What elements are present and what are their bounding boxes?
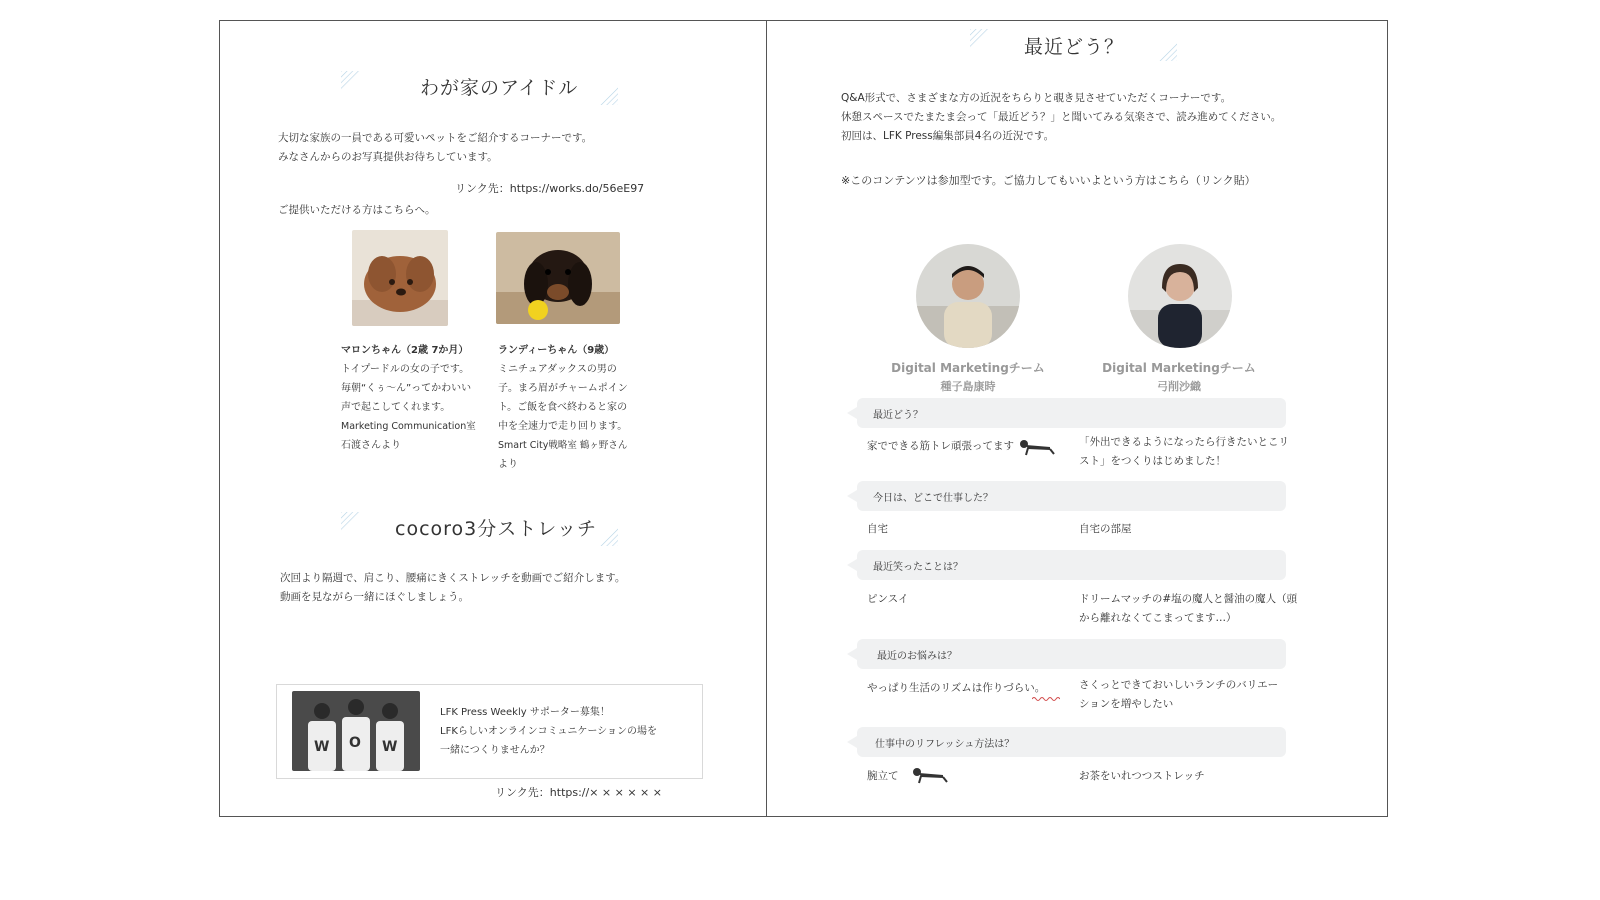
left-page <box>219 20 768 817</box>
question-bar <box>857 727 1286 757</box>
question-bar <box>857 639 1286 669</box>
question-notch <box>847 559 857 571</box>
pushup-icon <box>909 766 949 784</box>
recent-title: 最近どう？ <box>1024 36 1125 58</box>
answer-right-line: ドリームマッチの#塩の魔人と醤油の魔人（頭 <box>1079 593 1298 605</box>
hatch-decoration <box>970 29 990 49</box>
answer-right-line: さくっとできておいしいランチのバリエー <box>1079 679 1279 691</box>
question-bar <box>857 550 1286 580</box>
answer-right-line: から離れなくてこまってます…） <box>1079 612 1237 624</box>
pet-desc-line: ト。ご飯を食べ終わると家の <box>498 402 628 413</box>
pushup-icon <box>1016 438 1056 456</box>
stretch-title: cocoro3分ストレッチ <box>395 518 598 540</box>
supporter-photo <box>292 691 420 771</box>
pet-desc-line: トイプードルの女の子です。 <box>341 364 470 375</box>
idol-request: ご提供いただける方はこちらへ。 <box>278 204 436 216</box>
answer-left: やっぱり生活のリズムは作りづらい。 <box>867 682 1046 694</box>
pet-desc-line: 中を全速力で走り回ります。 <box>498 421 628 432</box>
idol-intro-line: 大切な家族の一員である可愛いペットをご紹介するコーナーです。 <box>278 132 593 144</box>
pet-photo-maron <box>352 230 448 326</box>
avatar <box>916 244 1020 348</box>
answer-right <box>1079 590 1297 628</box>
banner-link[interactable]: リンク先：https://× × × × × × <box>495 786 662 799</box>
pet-photo-randy <box>496 232 620 324</box>
person-team: Digital Marketingチーム <box>1102 361 1256 375</box>
answer-right-line: 「外出できるようになったら行きたいとこリ <box>1079 436 1289 448</box>
hatch-decoration <box>341 71 361 91</box>
answer-right-line: スト」をつくりはじめました！ <box>1079 455 1226 467</box>
answer-left: 腕立て <box>867 770 899 782</box>
question-notch <box>847 736 857 748</box>
question-notch <box>847 407 857 419</box>
answer-left: ピンスイ <box>867 593 909 605</box>
hatch-decoration <box>341 512 361 532</box>
question-text: 最近のお悩みは？ <box>877 651 957 662</box>
answer-right <box>1079 676 1278 714</box>
recent-intro-line: 休憩スペースでたまたま会って「最近どう？」と聞いてみる気楽さで、読み進めてください。 <box>841 111 1282 123</box>
supporter-banner[interactable] <box>276 684 703 779</box>
hatch-decoration <box>598 85 618 105</box>
pet-desc-line: 声で起こしてくれます。 <box>341 402 451 413</box>
banner-line: LFKらしいオンラインコミュニケーションの場を <box>440 726 657 737</box>
pet-owner-line: Marketing Communication室 <box>341 421 476 432</box>
pet-card-maron <box>341 341 476 455</box>
banner-text <box>440 703 657 760</box>
question-text: 今日は、どこで仕事した？ <box>873 493 993 504</box>
recent-intro-line: Q&A形式で、さまざまな方の近況をちらりと覗き見させていただくコーナーです。 <box>841 92 1232 104</box>
shirt-letter: W <box>314 739 330 755</box>
question-text: 仕事中のリフレッシュ方法は？ <box>875 739 1015 750</box>
answer-left: 家でできる筋トレ頑張ってます <box>867 440 1014 452</box>
shirt-letter: O <box>349 735 361 751</box>
recent-note[interactable]: ※このコンテンツは参加型です。ご協力してもいいよという方はこちら（リンク貼） <box>841 174 1256 187</box>
pet-owner-line: Smart City戦略室 鶴ヶ野さん <box>498 440 628 451</box>
hatch-decoration <box>1157 41 1177 61</box>
pet-owner-line: より <box>498 459 518 470</box>
question-text: 最近笑ったことは？ <box>873 562 963 573</box>
person-name: 弓削沙織 <box>1157 380 1201 393</box>
question-bar <box>857 481 1286 511</box>
pet-desc-line: ミニチュアダックスの男の <box>498 364 617 375</box>
question-notch <box>847 648 857 660</box>
person-team: Digital Marketingチーム <box>891 361 1045 375</box>
person-name: 種子島康時 <box>940 380 996 393</box>
recent-intro-line: 初回は、LFK Press編集部員4名の近況です。 <box>841 130 1055 142</box>
stretch-desc-line: 動画を見ながら一緒にほぐしましょう。 <box>280 591 469 603</box>
answer-right <box>1079 433 1289 471</box>
idol-link[interactable]: リンク先：https://works.do/56eE97 <box>455 182 645 195</box>
right-page <box>766 20 1388 817</box>
pet-owner-line: 石渡さんより <box>341 440 401 451</box>
spellcheck-underline <box>1032 696 1060 702</box>
hatch-decoration <box>598 526 618 546</box>
idol-intro <box>278 129 592 167</box>
idol-intro-line: みなさんからのお写真提供お待ちしています。 <box>278 151 498 163</box>
question-notch <box>847 490 857 502</box>
answer-right: 自宅の部屋 <box>1079 523 1132 535</box>
question-text: 最近どう？ <box>873 410 923 421</box>
banner-line: LFK Press Weekly サポーター募集！ <box>440 707 610 718</box>
stretch-desc-line: 次回より隔週で、肩こり、腰痛にきくストレッチを動画でご紹介します。 <box>280 572 626 584</box>
pet-desc-line: 子。まろ眉がチャームポイン <box>498 383 628 394</box>
avatar <box>1128 244 1232 348</box>
answer-right: お茶をいれつつストレッチ <box>1079 770 1205 782</box>
banner-line: 一緒につくりませんか？ <box>440 745 550 756</box>
question-bar <box>857 398 1286 428</box>
idol-title: わが家のアイドル <box>420 77 579 99</box>
recent-intro <box>841 89 1281 146</box>
pet-card-randy <box>498 341 633 474</box>
answer-right-line: ションを増やしたい <box>1079 698 1174 710</box>
answer-left: 自宅 <box>867 523 888 535</box>
shirt-letter: W <box>382 739 398 755</box>
pet-desc-line: 毎朝“くぅ〜ん”ってかわいい <box>341 383 472 394</box>
pet-name: マロンちゃん（2歳 7か月） <box>341 345 469 356</box>
pet-name: ランディーちゃん（9歳） <box>498 345 615 356</box>
stretch-desc <box>280 569 625 607</box>
